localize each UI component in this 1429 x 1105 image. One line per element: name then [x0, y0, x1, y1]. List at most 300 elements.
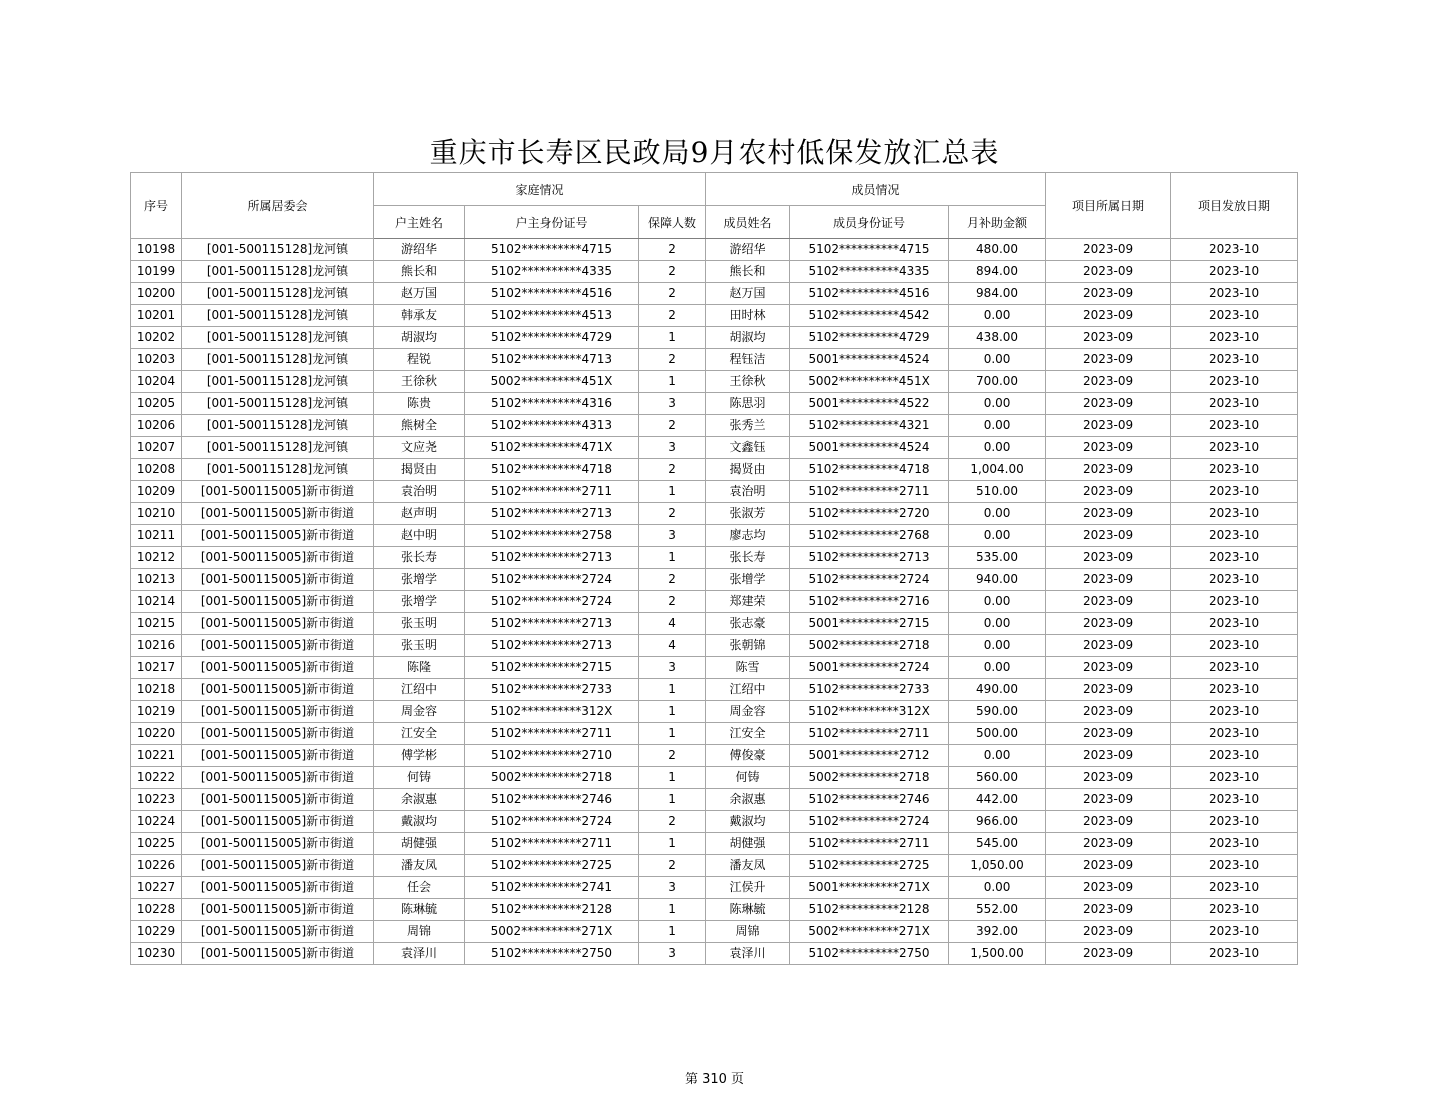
- table-row: [131, 283, 1298, 305]
- committee-cell: [001-500115005]新市街道: [182, 767, 374, 789]
- member-id-cell: 5002**********271X: [790, 921, 949, 943]
- member-id-cell: 5001**********4522: [790, 393, 949, 415]
- member-name-cell: 陈思羽: [706, 393, 790, 415]
- head-id-cell: 5102**********2725: [465, 855, 639, 877]
- covered-cell: 2: [639, 811, 706, 833]
- table-row: [131, 855, 1298, 877]
- amount-cell: 966.00: [949, 811, 1046, 833]
- head-id-cell: 5102**********2741: [465, 877, 639, 899]
- committee-cell: [001-500115005]新市街道: [182, 701, 374, 723]
- head-name-cell: 何铸: [374, 767, 465, 789]
- table-row: [131, 613, 1298, 635]
- seq-cell: 10223: [131, 789, 182, 811]
- header-head-name: 户主姓名: [374, 206, 465, 239]
- head-name-cell: 熊长和: [374, 261, 465, 283]
- table-row: [131, 833, 1298, 855]
- amount-cell: 545.00: [949, 833, 1046, 855]
- project-date-cell: 2023-09: [1046, 239, 1171, 261]
- project-date-cell: 2023-09: [1046, 943, 1171, 965]
- seq-cell: 10215: [131, 613, 182, 635]
- seq-cell: 10209: [131, 481, 182, 503]
- project-date-cell: 2023-09: [1046, 635, 1171, 657]
- issue-date-cell: 2023-10: [1171, 899, 1298, 921]
- table-row: [131, 767, 1298, 789]
- committee-cell: [001-500115128]龙河镇: [182, 349, 374, 371]
- head-id-cell: 5102**********2758: [465, 525, 639, 547]
- seq-cell: 10211: [131, 525, 182, 547]
- head-name-cell: 赵万国: [374, 283, 465, 305]
- amount-cell: 1,004.00: [949, 459, 1046, 481]
- covered-cell: 1: [639, 723, 706, 745]
- table-row: [131, 261, 1298, 283]
- covered-cell: 2: [639, 503, 706, 525]
- amount-cell: 552.00: [949, 899, 1046, 921]
- seq-cell: 10217: [131, 657, 182, 679]
- member-id-cell: 5102**********2724: [790, 569, 949, 591]
- amount-cell: 1,050.00: [949, 855, 1046, 877]
- amount-cell: 0.00: [949, 349, 1046, 371]
- committee-cell: [001-500115128]龙河镇: [182, 437, 374, 459]
- member-id-cell: 5001**********4524: [790, 437, 949, 459]
- header-family-group: 家庭情况: [374, 173, 706, 206]
- committee-cell: [001-500115005]新市街道: [182, 877, 374, 899]
- table-row: [131, 327, 1298, 349]
- table-row: [131, 943, 1298, 965]
- head-id-cell: 5102**********4729: [465, 327, 639, 349]
- table-row: [131, 811, 1298, 833]
- project-date-cell: 2023-09: [1046, 701, 1171, 723]
- member-id-cell: 5102**********2746: [790, 789, 949, 811]
- head-name-cell: 张玉明: [374, 613, 465, 635]
- seq-cell: 10228: [131, 899, 182, 921]
- issue-date-cell: 2023-10: [1171, 701, 1298, 723]
- seq-cell: 10220: [131, 723, 182, 745]
- issue-date-cell: 2023-10: [1171, 349, 1298, 371]
- head-id-cell: 5002**********271X: [465, 921, 639, 943]
- head-name-cell: 江绍中: [374, 679, 465, 701]
- member-id-cell: 5102**********2720: [790, 503, 949, 525]
- table-row: [131, 591, 1298, 613]
- project-date-cell: 2023-09: [1046, 789, 1171, 811]
- head-name-cell: 揭贤由: [374, 459, 465, 481]
- table-row: [131, 569, 1298, 591]
- head-name-cell: 张长寿: [374, 547, 465, 569]
- committee-cell: [001-500115005]新市街道: [182, 591, 374, 613]
- issue-date-cell: 2023-10: [1171, 833, 1298, 855]
- issue-date-cell: 2023-10: [1171, 723, 1298, 745]
- page-number: 第 310 页: [684, 1072, 745, 1087]
- covered-cell: 2: [639, 239, 706, 261]
- member-name-cell: 王徐秋: [706, 371, 790, 393]
- head-name-cell: 张增学: [374, 569, 465, 591]
- project-date-cell: 2023-09: [1046, 833, 1171, 855]
- seq-cell: 10213: [131, 569, 182, 591]
- project-date-cell: 2023-09: [1046, 811, 1171, 833]
- issue-date-cell: 2023-10: [1171, 921, 1298, 943]
- issue-date-cell: 2023-10: [1171, 855, 1298, 877]
- covered-cell: 1: [639, 679, 706, 701]
- committee-cell: [001-500115005]新市街道: [182, 723, 374, 745]
- covered-cell: 3: [639, 393, 706, 415]
- amount-cell: 0.00: [949, 525, 1046, 547]
- table-row: [131, 745, 1298, 767]
- head-name-cell: 戴淑均: [374, 811, 465, 833]
- header-head-id: 户主身份证号: [465, 206, 639, 239]
- head-id-cell: 5102**********2710: [465, 745, 639, 767]
- seq-cell: 10218: [131, 679, 182, 701]
- issue-date-cell: 2023-10: [1171, 459, 1298, 481]
- seq-cell: 10204: [131, 371, 182, 393]
- member-name-cell: 袁泽川: [706, 943, 790, 965]
- head-id-cell: 5102**********2713: [465, 613, 639, 635]
- member-id-cell: 5102**********2713: [790, 547, 949, 569]
- head-id-cell: 5002**********2718: [465, 767, 639, 789]
- issue-date-cell: 2023-10: [1171, 767, 1298, 789]
- member-id-cell: 5102**********2711: [790, 481, 949, 503]
- head-name-cell: 陈贵: [374, 393, 465, 415]
- head-id-cell: 5102**********2711: [465, 833, 639, 855]
- member-name-cell: 田时林: [706, 305, 790, 327]
- seq-cell: 10226: [131, 855, 182, 877]
- committee-cell: [001-500115005]新市街道: [182, 503, 374, 525]
- member-name-cell: 周锦: [706, 921, 790, 943]
- issue-date-cell: 2023-10: [1171, 239, 1298, 261]
- project-date-cell: 2023-09: [1046, 591, 1171, 613]
- amount-cell: 392.00: [949, 921, 1046, 943]
- issue-date-cell: 2023-10: [1171, 481, 1298, 503]
- committee-cell: [001-500115005]新市街道: [182, 547, 374, 569]
- member-name-cell: 江侯升: [706, 877, 790, 899]
- table-row: [131, 723, 1298, 745]
- seq-cell: 10229: [131, 921, 182, 943]
- member-name-cell: 张淑芳: [706, 503, 790, 525]
- member-name-cell: 余淑惠: [706, 789, 790, 811]
- head-id-cell: 5102**********2715: [465, 657, 639, 679]
- covered-cell: 2: [639, 569, 706, 591]
- head-id-cell: 5102**********2724: [465, 811, 639, 833]
- member-name-cell: 周金容: [706, 701, 790, 723]
- member-name-cell: 游绍华: [706, 239, 790, 261]
- member-name-cell: 张长寿: [706, 547, 790, 569]
- member-id-cell: 5102**********4335: [790, 261, 949, 283]
- head-name-cell: 傅学彬: [374, 745, 465, 767]
- seq-cell: 10206: [131, 415, 182, 437]
- amount-cell: 0.00: [949, 613, 1046, 635]
- member-id-cell: 5102**********2733: [790, 679, 949, 701]
- covered-cell: 1: [639, 789, 706, 811]
- head-id-cell: 5102**********2713: [465, 635, 639, 657]
- member-id-cell: 5102**********4729: [790, 327, 949, 349]
- project-date-cell: 2023-09: [1046, 723, 1171, 745]
- issue-date-cell: 2023-10: [1171, 635, 1298, 657]
- project-date-cell: 2023-09: [1046, 371, 1171, 393]
- seq-cell: 10225: [131, 833, 182, 855]
- member-id-cell: 5102**********4718: [790, 459, 949, 481]
- covered-cell: 1: [639, 547, 706, 569]
- project-date-cell: 2023-09: [1046, 415, 1171, 437]
- covered-cell: 3: [639, 657, 706, 679]
- header-committee: 所属居委会: [182, 173, 374, 239]
- relief-summary-table: [130, 172, 1298, 965]
- member-id-cell: 5001**********2724: [790, 657, 949, 679]
- committee-cell: [001-500115128]龙河镇: [182, 283, 374, 305]
- covered-cell: 1: [639, 899, 706, 921]
- member-name-cell: 廖志均: [706, 525, 790, 547]
- head-id-cell: 5102**********2711: [465, 481, 639, 503]
- head-name-cell: 赵声明: [374, 503, 465, 525]
- covered-cell: 2: [639, 591, 706, 613]
- project-date-cell: 2023-09: [1046, 503, 1171, 525]
- head-name-cell: 任会: [374, 877, 465, 899]
- head-id-cell: 5102**********4316: [465, 393, 639, 415]
- project-date-cell: 2023-09: [1046, 481, 1171, 503]
- project-date-cell: 2023-09: [1046, 327, 1171, 349]
- head-name-cell: 陈隆: [374, 657, 465, 679]
- seq-cell: 10219: [131, 701, 182, 723]
- head-name-cell: 胡淑均: [374, 327, 465, 349]
- covered-cell: 2: [639, 305, 706, 327]
- table-row: [131, 547, 1298, 569]
- head-id-cell: 5102**********2724: [465, 591, 639, 613]
- amount-cell: 0.00: [949, 657, 1046, 679]
- member-name-cell: 傅俊豪: [706, 745, 790, 767]
- issue-date-cell: 2023-10: [1171, 525, 1298, 547]
- head-id-cell: 5102**********312X: [465, 701, 639, 723]
- member-name-cell: 袁治明: [706, 481, 790, 503]
- amount-cell: 700.00: [949, 371, 1046, 393]
- committee-cell: [001-500115005]新市街道: [182, 899, 374, 921]
- amount-cell: 560.00: [949, 767, 1046, 789]
- amount-cell: 940.00: [949, 569, 1046, 591]
- head-id-cell: 5102**********2128: [465, 899, 639, 921]
- project-date-cell: 2023-09: [1046, 745, 1171, 767]
- issue-date-cell: 2023-10: [1171, 503, 1298, 525]
- member-name-cell: 赵万国: [706, 283, 790, 305]
- member-id-cell: 5102**********2128: [790, 899, 949, 921]
- seq-cell: 10198: [131, 239, 182, 261]
- header-member-name: 成员姓名: [706, 206, 790, 239]
- committee-cell: [001-500115128]龙河镇: [182, 305, 374, 327]
- member-id-cell: 5102**********2711: [790, 833, 949, 855]
- committee-cell: [001-500115005]新市街道: [182, 745, 374, 767]
- head-name-cell: 文应尧: [374, 437, 465, 459]
- amount-cell: 500.00: [949, 723, 1046, 745]
- seq-cell: 10214: [131, 591, 182, 613]
- head-id-cell: 5002**********451X: [465, 371, 639, 393]
- project-date-cell: 2023-09: [1046, 877, 1171, 899]
- seq-cell: 10222: [131, 767, 182, 789]
- committee-cell: [001-500115128]龙河镇: [182, 459, 374, 481]
- member-name-cell: 胡健强: [706, 833, 790, 855]
- table-row: [131, 371, 1298, 393]
- member-id-cell: 5102**********4542: [790, 305, 949, 327]
- header-amount: 月补助金额: [949, 206, 1046, 239]
- project-date-cell: 2023-09: [1046, 899, 1171, 921]
- committee-cell: [001-500115005]新市街道: [182, 811, 374, 833]
- member-name-cell: 张朝锦: [706, 635, 790, 657]
- table-row: [131, 349, 1298, 371]
- head-name-cell: 江安全: [374, 723, 465, 745]
- table-row: [131, 525, 1298, 547]
- committee-cell: [001-500115128]龙河镇: [182, 327, 374, 349]
- head-id-cell: 5102**********4313: [465, 415, 639, 437]
- project-date-cell: 2023-09: [1046, 305, 1171, 327]
- head-name-cell: 袁治明: [374, 481, 465, 503]
- seq-cell: 10202: [131, 327, 182, 349]
- seq-cell: 10230: [131, 943, 182, 965]
- amount-cell: 0.00: [949, 437, 1046, 459]
- head-id-cell: 5102**********2724: [465, 569, 639, 591]
- project-date-cell: 2023-09: [1046, 283, 1171, 305]
- covered-cell: 2: [639, 745, 706, 767]
- head-name-cell: 张玉明: [374, 635, 465, 657]
- member-name-cell: 张增学: [706, 569, 790, 591]
- member-id-cell: 5001**********2712: [790, 745, 949, 767]
- amount-cell: 0.00: [949, 503, 1046, 525]
- head-id-cell: 5102**********2711: [465, 723, 639, 745]
- committee-cell: [001-500115005]新市街道: [182, 569, 374, 591]
- amount-cell: 510.00: [949, 481, 1046, 503]
- covered-cell: 1: [639, 767, 706, 789]
- issue-date-cell: 2023-10: [1171, 877, 1298, 899]
- amount-cell: 480.00: [949, 239, 1046, 261]
- member-id-cell: 5102**********2724: [790, 811, 949, 833]
- head-id-cell: 5102**********2713: [465, 547, 639, 569]
- covered-cell: 1: [639, 327, 706, 349]
- amount-cell: 442.00: [949, 789, 1046, 811]
- seq-cell: 10224: [131, 811, 182, 833]
- project-date-cell: 2023-09: [1046, 261, 1171, 283]
- header-seq: 序号: [131, 173, 182, 239]
- covered-cell: 2: [639, 283, 706, 305]
- table-row: [131, 789, 1298, 811]
- amount-cell: 0.00: [949, 591, 1046, 613]
- amount-cell: 894.00: [949, 261, 1046, 283]
- seq-cell: 10221: [131, 745, 182, 767]
- head-id-cell: 5102**********471X: [465, 437, 639, 459]
- amount-cell: 590.00: [949, 701, 1046, 723]
- covered-cell: 1: [639, 481, 706, 503]
- head-id-cell: 5102**********2713: [465, 503, 639, 525]
- covered-cell: 4: [639, 635, 706, 657]
- member-name-cell: 江绍中: [706, 679, 790, 701]
- issue-date-cell: 2023-10: [1171, 789, 1298, 811]
- issue-date-cell: 2023-10: [1171, 569, 1298, 591]
- member-name-cell: 张志豪: [706, 613, 790, 635]
- table-row: [131, 305, 1298, 327]
- issue-date-cell: 2023-10: [1171, 745, 1298, 767]
- table-row: [131, 415, 1298, 437]
- table-row: [131, 503, 1298, 525]
- member-name-cell: 郑建荣: [706, 591, 790, 613]
- amount-cell: 535.00: [949, 547, 1046, 569]
- committee-cell: [001-500115128]龙河镇: [182, 393, 374, 415]
- project-date-cell: 2023-09: [1046, 679, 1171, 701]
- covered-cell: 2: [639, 349, 706, 371]
- head-name-cell: 袁泽川: [374, 943, 465, 965]
- issue-date-cell: 2023-10: [1171, 327, 1298, 349]
- table-row: [131, 437, 1298, 459]
- table-row: [131, 459, 1298, 481]
- project-date-cell: 2023-09: [1046, 569, 1171, 591]
- project-date-cell: 2023-09: [1046, 547, 1171, 569]
- amount-cell: 0.00: [949, 635, 1046, 657]
- member-name-cell: 揭贤由: [706, 459, 790, 481]
- project-date-cell: 2023-09: [1046, 921, 1171, 943]
- head-name-cell: 游绍华: [374, 239, 465, 261]
- member-name-cell: 戴淑均: [706, 811, 790, 833]
- head-id-cell: 5102**********4335: [465, 261, 639, 283]
- issue-date-cell: 2023-10: [1171, 437, 1298, 459]
- header-issue-date: 项目发放日期: [1171, 173, 1298, 239]
- covered-cell: 1: [639, 371, 706, 393]
- project-date-cell: 2023-09: [1046, 613, 1171, 635]
- issue-date-cell: 2023-10: [1171, 657, 1298, 679]
- header-project-date: 项目所属日期: [1046, 173, 1171, 239]
- committee-cell: [001-500115005]新市街道: [182, 525, 374, 547]
- project-date-cell: 2023-09: [1046, 459, 1171, 481]
- seq-cell: 10216: [131, 635, 182, 657]
- member-name-cell: 程钰洁: [706, 349, 790, 371]
- head-name-cell: 潘友凤: [374, 855, 465, 877]
- amount-cell: 490.00: [949, 679, 1046, 701]
- issue-date-cell: 2023-10: [1171, 283, 1298, 305]
- issue-date-cell: 2023-10: [1171, 261, 1298, 283]
- member-id-cell: 5102**********2725: [790, 855, 949, 877]
- member-id-cell: 5002**********2718: [790, 767, 949, 789]
- member-id-cell: 5001**********271X: [790, 877, 949, 899]
- member-id-cell: 5102**********4516: [790, 283, 949, 305]
- head-name-cell: 陈琳毓: [374, 899, 465, 921]
- seq-cell: 10210: [131, 503, 182, 525]
- head-id-cell: 5102**********4713: [465, 349, 639, 371]
- covered-cell: 1: [639, 701, 706, 723]
- committee-cell: [001-500115005]新市街道: [182, 921, 374, 943]
- project-date-cell: 2023-09: [1046, 525, 1171, 547]
- member-name-cell: 潘友凤: [706, 855, 790, 877]
- amount-cell: 1,500.00: [949, 943, 1046, 965]
- issue-date-cell: 2023-10: [1171, 811, 1298, 833]
- issue-date-cell: 2023-10: [1171, 547, 1298, 569]
- head-id-cell: 5102**********4513: [465, 305, 639, 327]
- head-name-cell: 余淑惠: [374, 789, 465, 811]
- covered-cell: 3: [639, 525, 706, 547]
- covered-cell: 4: [639, 613, 706, 635]
- seq-cell: 10200: [131, 283, 182, 305]
- table-row: [131, 393, 1298, 415]
- project-date-cell: 2023-09: [1046, 437, 1171, 459]
- project-date-cell: 2023-09: [1046, 855, 1171, 877]
- head-name-cell: 韩承友: [374, 305, 465, 327]
- table-row: [131, 657, 1298, 679]
- amount-cell: 438.00: [949, 327, 1046, 349]
- issue-date-cell: 2023-10: [1171, 613, 1298, 635]
- head-id-cell: 5102**********4516: [465, 283, 639, 305]
- member-id-cell: 5001**********4524: [790, 349, 949, 371]
- covered-cell: 2: [639, 855, 706, 877]
- seq-cell: 10199: [131, 261, 182, 283]
- covered-cell: 2: [639, 415, 706, 437]
- covered-cell: 3: [639, 943, 706, 965]
- committee-cell: [001-500115005]新市街道: [182, 855, 374, 877]
- member-id-cell: 5001**********2715: [790, 613, 949, 635]
- committee-cell: [001-500115005]新市街道: [182, 635, 374, 657]
- member-name-cell: 张秀兰: [706, 415, 790, 437]
- issue-date-cell: 2023-10: [1171, 415, 1298, 437]
- table-row: [131, 481, 1298, 503]
- head-name-cell: 胡健强: [374, 833, 465, 855]
- member-name-cell: 江安全: [706, 723, 790, 745]
